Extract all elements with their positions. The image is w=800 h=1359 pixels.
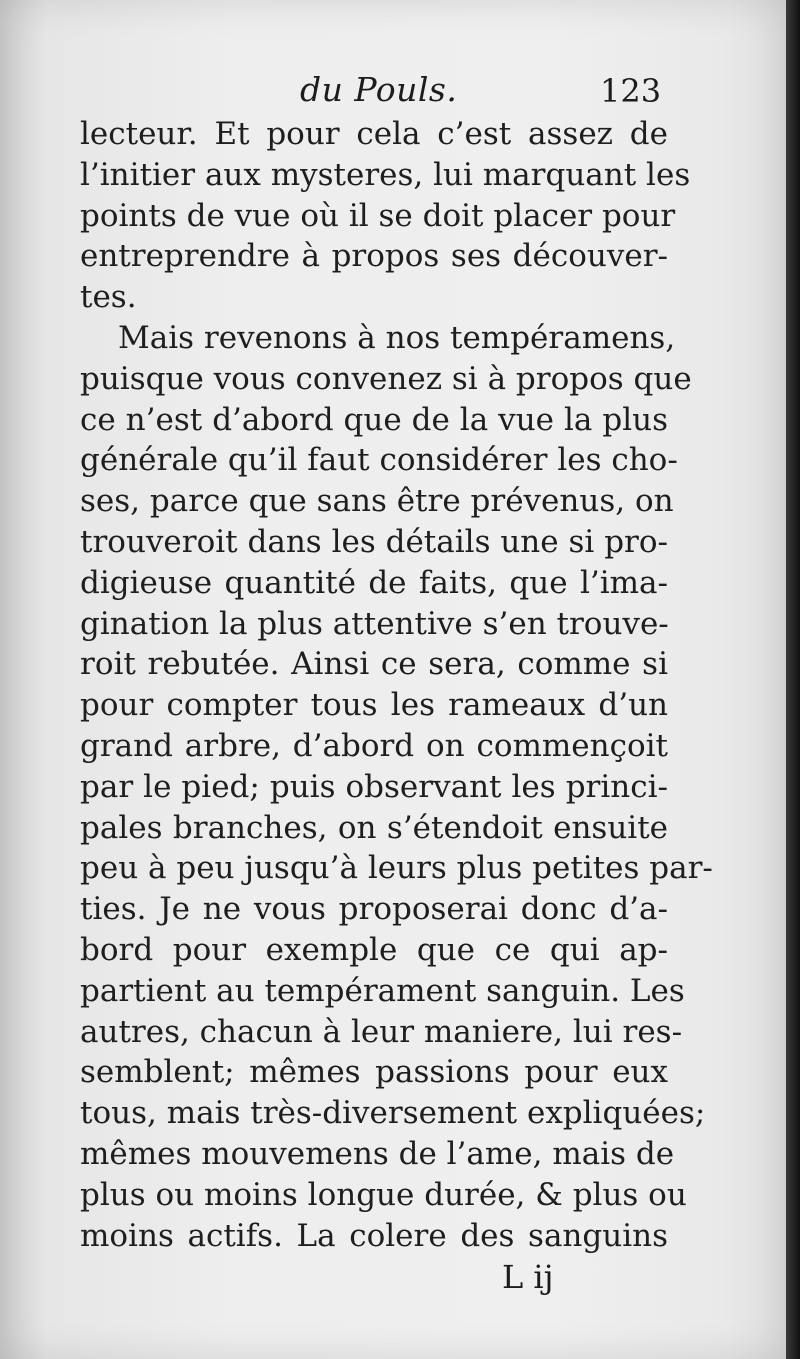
text-line: pour compter tous les rameaux d’un	[80, 687, 668, 724]
page-number: 123	[600, 72, 662, 110]
text-line: pales branches, on s’étendoit ensuite	[80, 809, 668, 846]
text-line: ses, parce que sans être prévenus, on	[80, 483, 674, 520]
text-line: points de vue où il se doit placer pour	[80, 197, 676, 234]
text-line: grand arbre, d’abord on commençoit	[80, 727, 668, 764]
text-line: moins actifs. La colere des sanguins	[80, 1217, 668, 1254]
text-line: trouveroit dans les détails une si pro-	[80, 523, 668, 560]
text-line: tous, mais très-diversement expliquées;	[80, 1095, 706, 1132]
text-line: gination la plus attentive s’en trouve-	[80, 605, 669, 642]
text-line: par le pied; puis observant les princi-	[80, 768, 668, 805]
text-line: bord pour exemple que ce qui ap-	[80, 931, 668, 968]
body-text	[80, 114, 713, 1256]
text-line: roit rebutée. Ainsi ce sera, comme si	[80, 646, 668, 683]
text-line: ce n’est d’abord que de la vue la plus	[80, 401, 668, 438]
signature-mark: L ij	[502, 1258, 554, 1296]
text-line: générale qu’il faut considérer les cho-	[80, 442, 678, 479]
text-line: l’initier aux mysteres, lui marquant les	[80, 156, 691, 193]
text-line: mêmes mouvemens de l’ame, mais de	[80, 1135, 675, 1172]
text-line: autres, chacun à leur maniere, lui res-	[80, 1013, 683, 1050]
text-line: peu à peu jusqu’à leurs plus petites par-	[80, 850, 713, 887]
text-line: plus ou moins longue durée, & plus ou	[80, 1176, 687, 1213]
text-line: puisque vous convenez si à propos que	[80, 360, 692, 397]
text-line: semblent; mêmes passions pour eux	[80, 1054, 668, 1091]
page-edge-shadow	[786, 0, 800, 1359]
text-line: digieuse quantité de faits, que l’ima-	[80, 564, 668, 601]
running-head: du Pouls.	[300, 70, 458, 109]
text-line: lecteur. Et pour cela c’est assez de	[80, 116, 668, 152]
text-line: entreprendre à propos ses découver-	[80, 238, 668, 275]
paragraph-start-line: Mais revenons à nos tempéramens,	[118, 319, 676, 356]
text-line: partient au tempérament sanguin. Les	[80, 972, 685, 1009]
text-line: tes.	[80, 279, 137, 316]
text-line: ties. Je ne vous proposerai donc d’a-	[80, 891, 668, 928]
